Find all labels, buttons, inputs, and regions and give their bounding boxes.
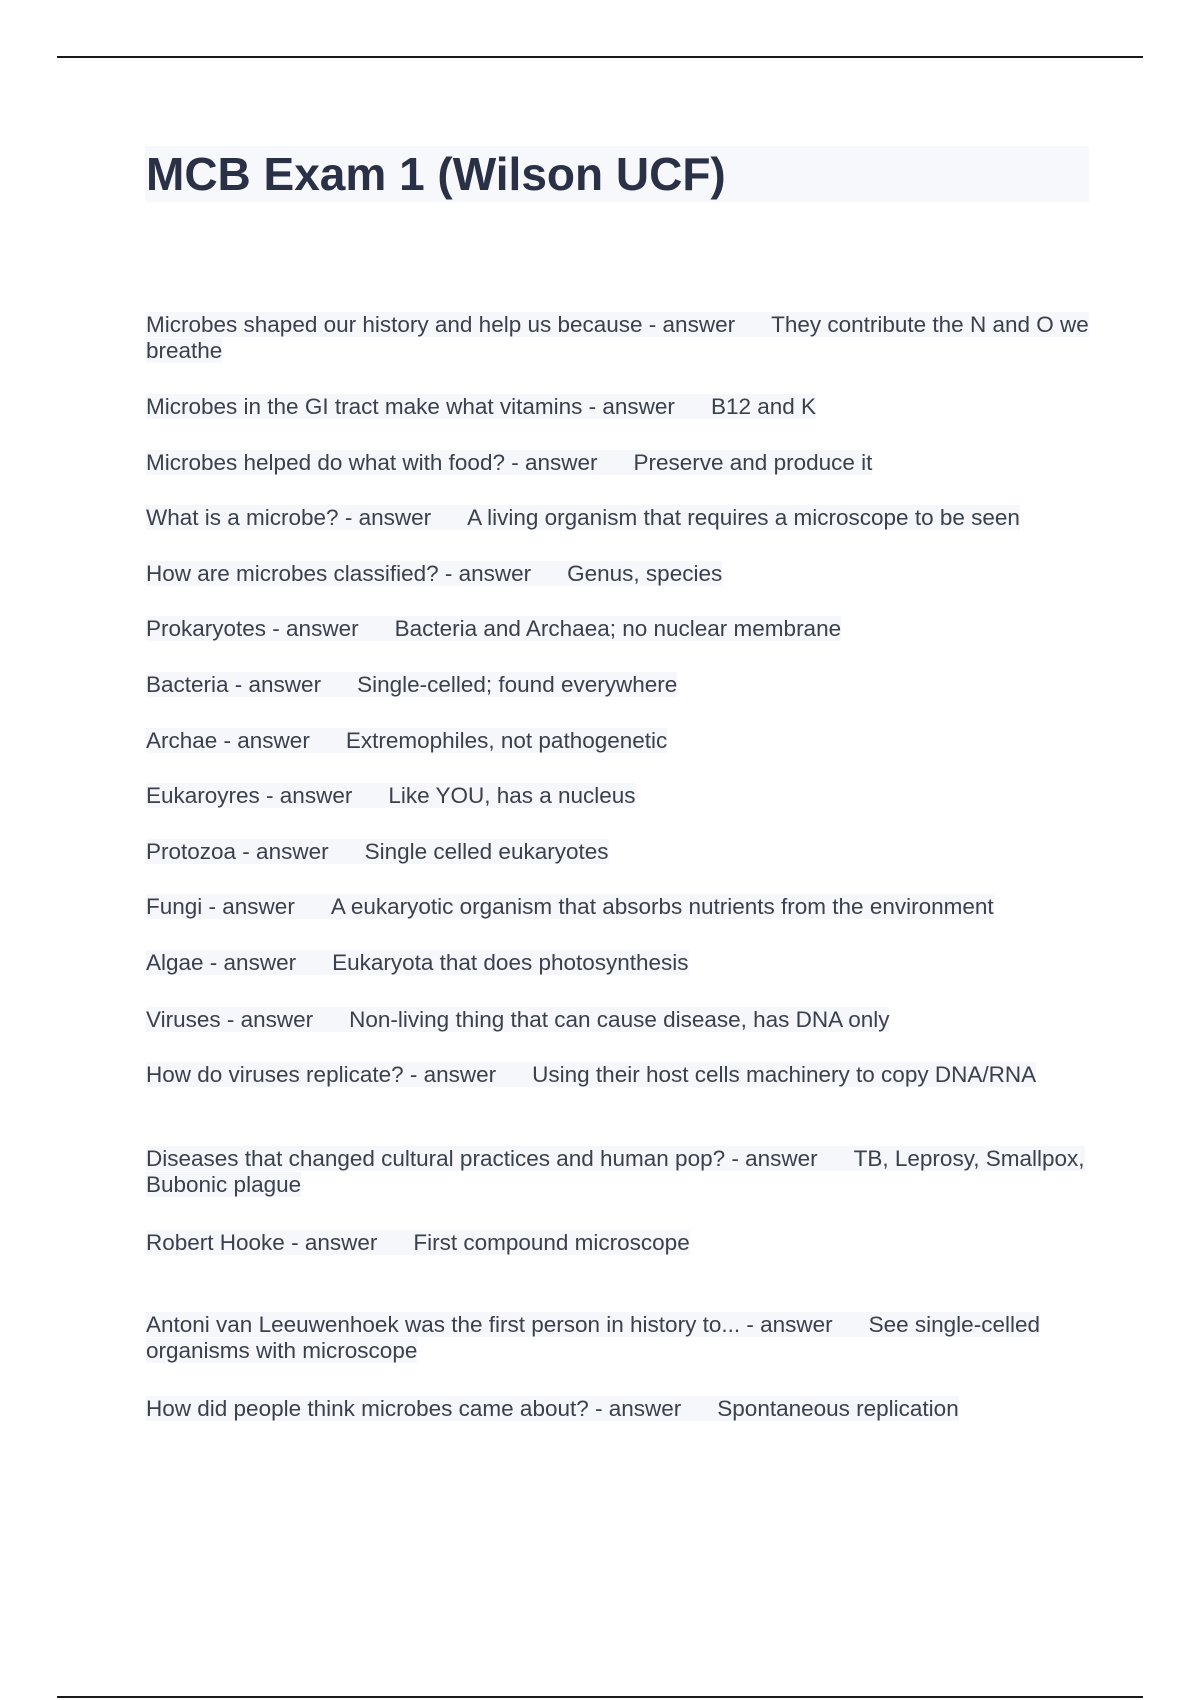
qa-answer: Extremophiles, not pathogenetic [345, 728, 668, 753]
qa-item [146, 1312, 1096, 1364]
qa-item [146, 1062, 1096, 1088]
qa-answer: Like YOU, has a nucleus [388, 783, 636, 808]
qa-question: Robert Hooke - answer [146, 1230, 378, 1255]
qa-item [146, 672, 1096, 698]
qa-answer: Single celled eukaryotes [364, 839, 609, 864]
qa-item [146, 1396, 1096, 1422]
bottom-rule [57, 1696, 1143, 1698]
qa-item [146, 450, 1096, 476]
qa-question: How did people think microbes came about? - answer [146, 1396, 682, 1421]
qa-answer: See single-celled organisms with microscope [146, 1312, 1040, 1363]
qa-item [146, 1007, 1096, 1033]
qa-item [146, 728, 1096, 754]
qa-answer: Single-celled; found everywhere [357, 672, 678, 697]
qa-item [146, 312, 1096, 364]
qa-item [146, 839, 1096, 865]
qa-answer: A eukaryotic organism that absorbs nutrients from the environment [330, 894, 994, 919]
qa-question: Microbes helped do what with food? - answer [146, 450, 598, 475]
qa-question: Prokaryotes - answer [146, 616, 359, 641]
qa-question: Microbes in the GI tract make what vitamins - answer [146, 394, 675, 419]
qa-question: What is a microbe? - answer [146, 505, 432, 530]
qa-question: Eukaroyres - answer [146, 783, 353, 808]
qa-question: How do viruses replicate? - answer [146, 1062, 497, 1087]
qa-item [146, 950, 1096, 976]
page-title: MCB Exam 1 (Wilson UCF) [146, 148, 726, 200]
qa-answer: Genus, species [567, 561, 723, 586]
qa-question: How are microbes classified? - answer [146, 561, 532, 586]
qa-answer: Non-living thing that can cause disease, has DNA only [349, 1007, 890, 1032]
qa-answer: Eukaryota that does photosynthesis [332, 950, 689, 975]
qa-question: Microbes shaped our history and help us because - answer [146, 312, 736, 337]
qa-item [146, 505, 1096, 531]
qa-answer: They contribute the N and O we breathe [146, 312, 1089, 363]
qa-item [146, 616, 1096, 642]
qa-question: Protozoa - answer [146, 839, 329, 864]
qa-question: Diseases that changed cultural practices and human pop? - answer [146, 1146, 818, 1171]
qa-question: Archae - answer [146, 728, 310, 753]
qa-answer: Bacteria and Archaea; no nuclear membrane [394, 616, 842, 641]
qa-answer: Using their host cells machinery to copy DNA/RNA [532, 1062, 1037, 1087]
qa-answer: Spontaneous replication [717, 1396, 959, 1421]
qa-item [146, 894, 1096, 920]
qa-item [146, 561, 1096, 587]
qa-answer: A living organism that requires a microscope to be seen [467, 505, 1020, 530]
qa-question: Viruses - answer [146, 1007, 314, 1032]
qa-question: Antoni van Leeuwenhoek was the first person in history to... - answer [146, 1312, 833, 1337]
qa-answer: B12 and K [710, 394, 817, 419]
qa-question: Algae - answer [146, 950, 297, 975]
qa-question: Fungi - answer [146, 894, 295, 919]
qa-answer: Preserve and produce it [633, 450, 873, 475]
qa-item [146, 783, 1096, 809]
top-rule [57, 56, 1143, 58]
qa-answer: First compound microscope [413, 1230, 690, 1255]
qa-item [146, 1230, 1096, 1256]
qa-answer: TB, Leprosy, Smallpox, Bubonic plague [146, 1146, 1085, 1197]
qa-item [146, 394, 1096, 420]
qa-item [146, 1146, 1096, 1198]
qa-question: Bacteria - answer [146, 672, 322, 697]
